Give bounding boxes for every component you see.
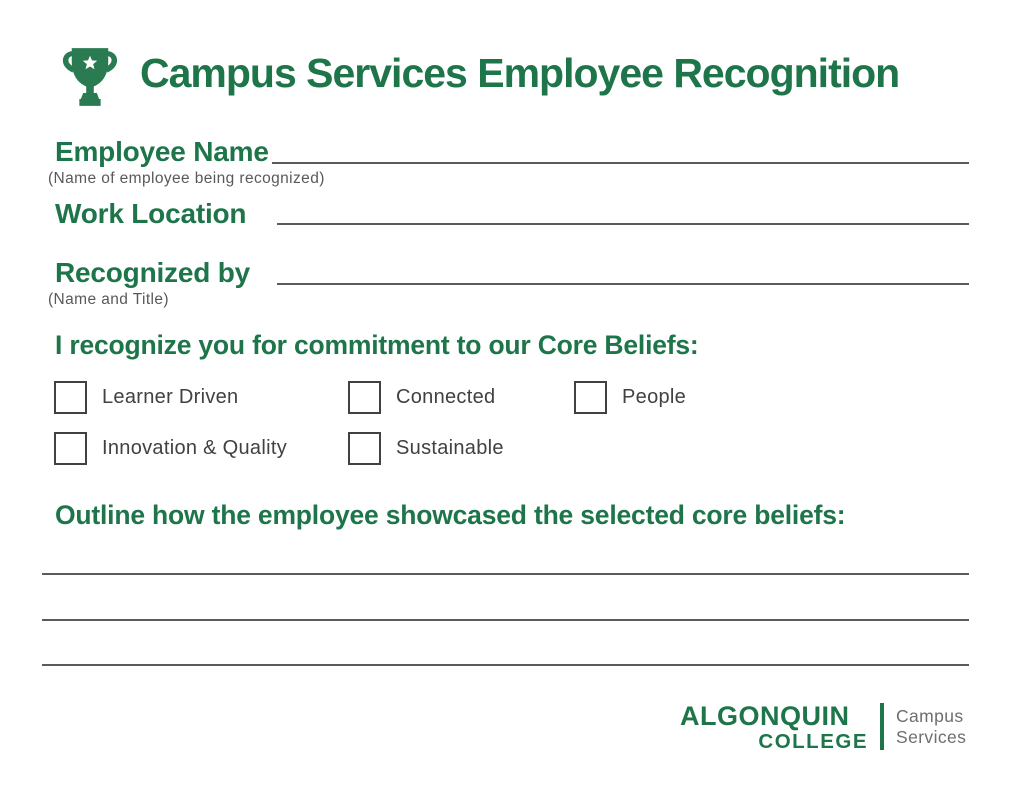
recognized-by-label: Recognized by (55, 257, 250, 288)
checkbox-label: Innovation & Quality (102, 437, 287, 459)
belief-option-connected (348, 381, 574, 414)
employee-name-label: Employee Name (55, 136, 269, 167)
recognized-by-input-line[interactable] (277, 283, 969, 285)
outline-answer-line-3[interactable] (42, 664, 969, 666)
outline-answer-line-2[interactable] (42, 619, 969, 621)
checkbox-label: People (622, 386, 687, 408)
checkbox-people[interactable] (574, 381, 607, 414)
campus-services-wordmark (896, 703, 966, 747)
outline-answer-line-1[interactable] (42, 573, 969, 575)
checkbox-connected[interactable] (348, 381, 381, 414)
dept-line-1: Campus (896, 706, 964, 726)
outline-heading: Outline how the employee showcased the selected core beliefs: (55, 500, 846, 530)
belief-option-learner-driven (54, 381, 348, 414)
employee-name-sublabel: (Name of employee being recognized) (48, 170, 325, 187)
core-beliefs-heading: I recognize you for commitment to our Core Beliefs: (55, 330, 699, 360)
footer-brand (680, 703, 966, 753)
checkbox-label: Sustainable (396, 437, 504, 459)
recognized-by-sublabel: (Name and Title) (48, 291, 169, 308)
core-beliefs-options (54, 381, 970, 483)
dept-line-2: Services (896, 726, 967, 747)
brand-name-line-1: ALGONQUIN (680, 701, 850, 731)
brand-name-line-2: COLLEGE (758, 730, 868, 753)
beliefs-row-1 (54, 381, 970, 414)
work-location-input-line[interactable] (277, 223, 969, 225)
algonquin-college-logo (680, 703, 868, 753)
belief-option-people (574, 381, 686, 414)
belief-option-sustainable (348, 432, 574, 465)
beliefs-row-2 (54, 432, 970, 465)
brand-divider-bar (880, 703, 884, 750)
checkbox-sustainable[interactable] (348, 432, 381, 465)
checkbox-label: Learner Driven (102, 386, 239, 408)
checkbox-learner-driven[interactable] (54, 381, 87, 414)
belief-option-innovation-quality (54, 432, 348, 465)
work-location-label: Work Location (55, 198, 247, 229)
employee-name-input-line[interactable] (272, 162, 969, 164)
trophy-icon (52, 38, 128, 116)
checkbox-innovation-quality[interactable] (54, 432, 87, 465)
page-title: Campus Services Employee Recognition (140, 50, 900, 96)
checkbox-label: Connected (396, 386, 496, 408)
